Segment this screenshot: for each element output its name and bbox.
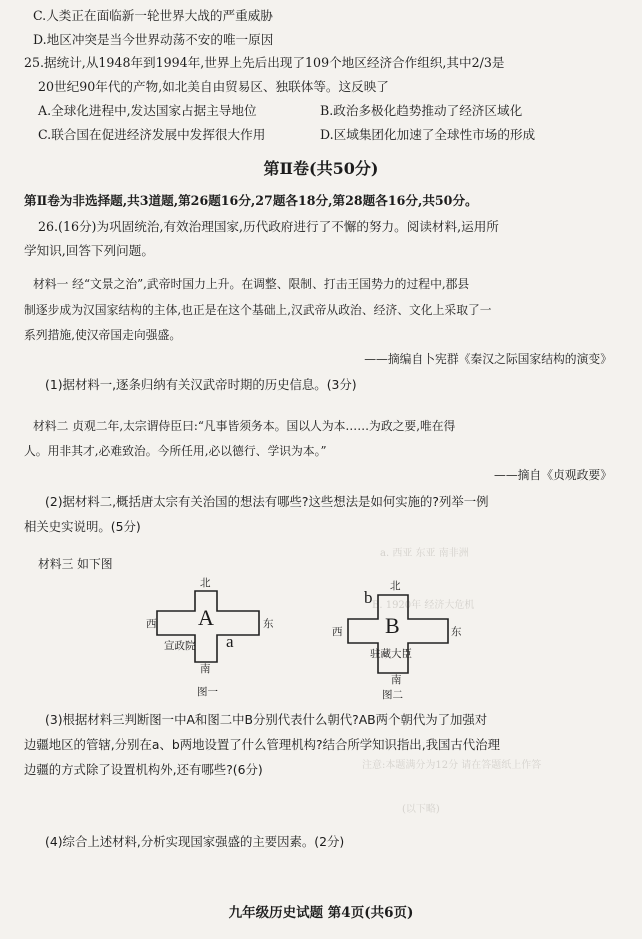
figure-2-west: 西 (332, 626, 343, 638)
sub-question-2-line1: (2)据材料二,概括唐太宗有关治国的想法有哪些?这些想法是如何实施的?列举一例 (45, 494, 489, 509)
figure-1-west: 西 (146, 618, 157, 630)
figure-1-north: 北 (200, 577, 211, 589)
figure-1 (142, 570, 292, 700)
material-2-line2: 人。用非其才,必难致治。今所任用,必以德行、学识为本。” (24, 444, 327, 458)
figure-1-mark-a: a (226, 632, 234, 651)
figure-2-south: 南 (391, 674, 402, 686)
material-2-line1: 材料二 贞观二年,太宗谓侍臣曰:“凡事皆须务本。国以人为本……为政之要,唯在得 (33, 419, 456, 433)
sub-question-2-line2: 相关史实说明。(5分) (24, 519, 141, 534)
figure-2-center-b: B (385, 613, 400, 638)
option-d-24: D.地区冲突是当今世界动荡不安的唯一原因 (33, 32, 274, 47)
q25-option-a: A.全球化进程中,发达国家占据主导地位 (38, 103, 257, 118)
figure-2-mark-b: b (364, 588, 373, 607)
sub-question-3-line3: 边疆的方式除了设置机构外,还有哪些?(6分) (24, 762, 263, 777)
figure-1-south: 南 (200, 663, 211, 675)
figure-2-east: 东 (451, 626, 462, 638)
material-3-label: 材料三 如下图 (38, 557, 113, 571)
q25-stem-line2: 20世纪90年代的产物,如北美自由贸易区、独联体等。这反映了 (38, 79, 389, 94)
material-1-line2: 制逐步成为汉国家结构的主体,也正是在这个基础上,汉武帝从政治、经济、文化上采取了一 (24, 303, 492, 317)
q25-option-c: C.联合国在促进经济发展中发挥很大作用 (38, 127, 266, 142)
option-c-24: C.人类正在面临新一轮世界大战的严重威胁 (33, 8, 273, 23)
figure-1-office-label: 宣政院 (164, 640, 196, 652)
figure-2-caption: 图二 (382, 689, 403, 701)
figure-1-caption: 图一 (197, 686, 218, 698)
material-1-source: ——摘编自卜宪群《秦汉之际国家结构的演变》 (364, 352, 612, 366)
q25-stem-line1: 25.据统计,从1948年到1994年,世界上先后出现了109个地区经济合作组织,其中2/3是 (24, 55, 505, 70)
material-1-line3: 系列措施,使汉帝国走向强盛。 (24, 328, 182, 342)
sub-question-4: (4)综合上述材料,分析实现国家强盛的主要因素。(2分) (45, 834, 345, 849)
sub-question-1: (1)据材料一,逐条归纳有关汉武帝时期的历史信息。(3分) (45, 377, 357, 392)
figure-1-center-a: A (198, 605, 214, 630)
material-1-line1: 材料一 经“文景之治”,武帝时国力上升。在调整、限制、打击王国势力的过程中,郡县 (33, 277, 470, 291)
q25-option-b: B.政治多极化趋势推动了经济区域化 (320, 103, 523, 118)
figure-2 (330, 573, 470, 703)
material-2-source: ——摘自《贞观政要》 (494, 468, 612, 482)
sub-question-3-line2: 边疆地区的管辖,分别在a、b两地设置了什么管理机构?结合所学知识指出,我国古代治理 (24, 737, 500, 752)
q26-intro-line1: 26.(16分)为巩固统治,有效治理国家,历代政府进行了不懈的努力。阅读材料,运用所 (38, 219, 499, 234)
q25-option-d: D.区域集团化加速了全球性市场的形成 (320, 127, 536, 142)
figure-2-north: 北 (390, 580, 401, 592)
q26-intro-line2: 学知识,回答下列问题。 (24, 243, 154, 258)
page-footer: 九年级历史试题 第4页(共6页) (228, 905, 414, 921)
section-intro: 第Ⅱ卷为非选择题,共3道题,第26题16分,27题各18分,第28题各16分,共50分。 (24, 193, 478, 208)
figure-1-east: 东 (263, 618, 274, 630)
section-title: 第Ⅱ卷(共50分) (263, 159, 379, 178)
sub-question-3-line1: (3)根据材料三判断图一中A和图二中B分别代表什么朝代?AB两个朝代为了加强对 (45, 712, 488, 727)
figure-2-office-label: 驻藏大臣 (370, 648, 412, 660)
